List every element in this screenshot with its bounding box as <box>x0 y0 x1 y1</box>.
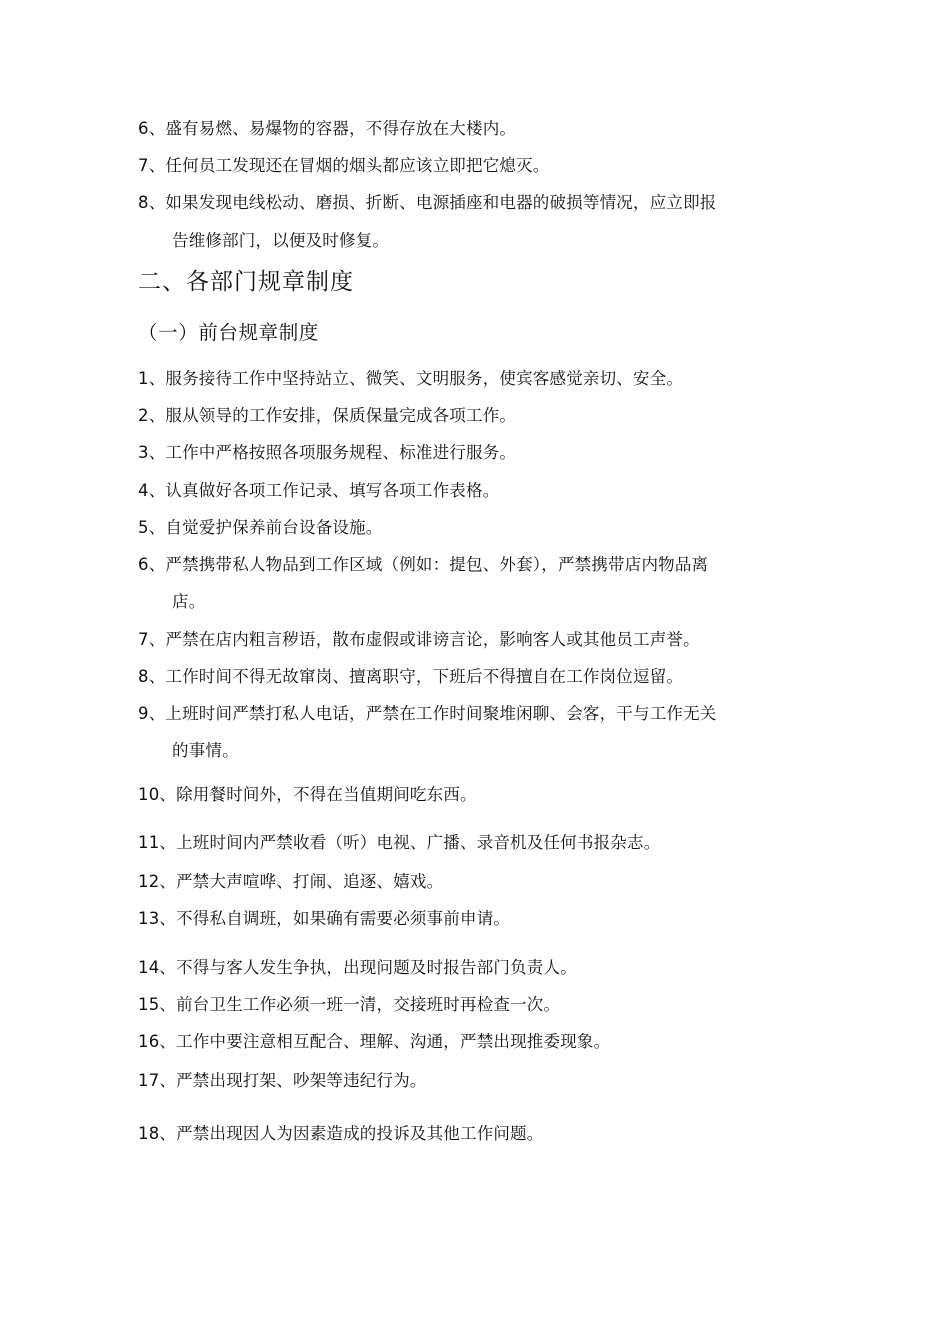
section-heading: 二、各部门规章制度 <box>138 269 354 295</box>
rule-item-8-continuation: 告维修部门，以便及时修复。 <box>172 231 390 250</box>
list-item-continuation: 店。 <box>172 592 206 611</box>
list-item: 9、上班时间严禁打私人电话，严禁在工作时间聚堆闲聊、会客，干与工作无关 <box>138 704 717 723</box>
list-item: 15、前台卫生工作必须一班一清，交接班时再检查一次。 <box>138 995 561 1014</box>
list-item: 1、服务接待工作中坚持站立、微笑、文明服务，使宾客感觉亲切、安全。 <box>138 369 684 388</box>
rule-item-7-cigarettes: 7、任何员工发现还在冒烟的烟头都应该立即把它熄灭。 <box>138 156 550 175</box>
rule-item-6-flammables: 6、盛有易燃、易爆物的容器，不得存放在大楼内。 <box>138 119 517 138</box>
list-item: 14、不得与客人发生争执，出现问题及时报告部门负责人。 <box>138 958 577 977</box>
list-item: 7、严禁在店内粗言秽语，散布虚假或诽谤言论，影响客人或其他员工声誉。 <box>138 630 700 649</box>
list-item: 13、不得私自调班，如果确有需要必须事前申请。 <box>138 909 511 928</box>
list-item: 3、工作中严格按照各项服务规程、标准进行服务。 <box>138 443 517 462</box>
list-item-continuation: 的事情。 <box>172 741 239 760</box>
subsection-heading: （一）前台规章制度 <box>138 321 319 344</box>
list-item: 10、除用餐时间外，不得在当值期间吃东西。 <box>138 785 477 804</box>
list-item: 8、工作时间不得无故窜岗、擅离职守，下班后不得擅自在工作岗位逗留。 <box>138 667 684 686</box>
rule-item-8-electrical: 8、如果发现电线松动、磨损、折断、电源插座和电器的破损等情况，应立即报 <box>138 193 717 212</box>
list-item: 12、严禁大声喧哗、打闹、追逐、嬉戏。 <box>138 872 444 891</box>
list-item: 18、严禁出现因人为因素造成的投诉及其他工作问题。 <box>138 1124 544 1143</box>
list-item: 11、上班时间内严禁收看（听）电视、广播、录音机及任何书报杂志。 <box>138 833 661 852</box>
list-item: 2、服从领导的工作安排，保质保量完成各项工作。 <box>138 406 517 425</box>
list-item: 5、自觉爱护保养前台设备设施。 <box>138 518 383 537</box>
list-item: 16、工作中要注意相互配合、理解、沟通，严禁出现推委现象。 <box>138 1032 611 1051</box>
list-item: 4、认真做好各项工作记录、填写各项工作表格。 <box>138 481 500 500</box>
list-item: 6、严禁携带私人物品到工作区域（例如：提包、外套），严禁携带店内物品离 <box>138 555 709 574</box>
list-item: 17、严禁出现打架、吵架等违纪行为。 <box>138 1071 427 1090</box>
